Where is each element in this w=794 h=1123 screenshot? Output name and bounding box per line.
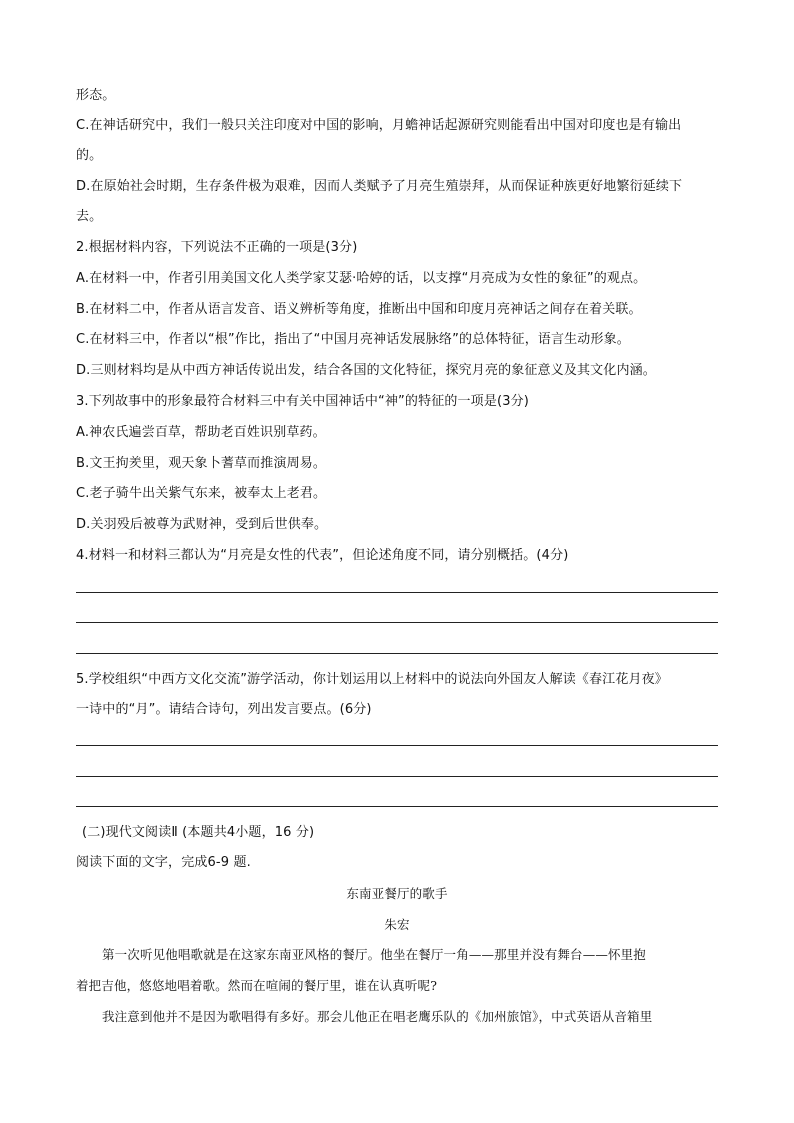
- option-d-text: D.在原始社会时期，生存条件极为艰难，因而人类赋予了月亮生殖崇拜，从而保证种族更好地繁衍延续下: [76, 179, 683, 194]
- question-4: 4.材料一和材料三都认为“月亮是女性的代表”，但论述角度不同，请分别概括。(4分): [76, 548, 569, 563]
- document-page: [76, 0, 718, 1123]
- question-2-option-b: B.在材料二中，作者从语言发音、语义辨析等角度，推断出中国和印度月亮神话之间存在着关联。: [76, 302, 642, 317]
- text-line: 的。: [76, 148, 103, 163]
- article-author: 朱宏: [384, 917, 410, 932]
- question-5: 5.学校组织“中西方文化交流”游学活动，你计划运用以上材料中的说法向外国友人解读《春江花月夜》: [76, 672, 668, 687]
- question-3-option-c: C.老子骑牛出关紫气东来，被奉太上老君。: [76, 486, 327, 501]
- article-paragraph: 第一次听见他唱歌就是在这家东南亚风格的餐厅。他坐在餐厅一角——那里并没有舞台——怀里抱: [102, 947, 646, 962]
- text-line: 形态。: [76, 88, 116, 103]
- answer-line[interactable]: [76, 776, 718, 777]
- question-3-option-a: A.神农氏遍尝百草，帮助老百姓识别草药。: [76, 425, 326, 440]
- article-paragraph: 我注意到他并不是因为歌唱得有多好。那会儿他正在唱老鹰乐队的《加州旅馆》，中式英语从音箱里: [102, 1009, 653, 1024]
- answer-line[interactable]: [76, 745, 718, 746]
- question-2-option-c: C.在材料三中，作者以“根”作比，指出了“中国月亮神话发展脉络”的总体特征，语言生动形象。: [76, 332, 630, 347]
- option-c-text: C.在神话研究中，我们一般只关注印度对中国的影响，月蟾神话起源研究则能看出中国对印度也是有输出: [76, 118, 682, 133]
- answer-line[interactable]: [76, 653, 718, 654]
- instructions: 阅读下面的文字，完成6-9 题.: [76, 855, 251, 870]
- article-title: 东南亚餐厅的歌手: [346, 886, 448, 901]
- question-2-option-a: A.在材料一中，作者引用美国文化人类学家艾瑟·哈婷的话，以支撑“月亮成为女性的象征”的观点。: [76, 271, 647, 286]
- answer-line[interactable]: [76, 806, 718, 807]
- question-3-option-b: B.文王拘羑里，观天象卜蓍草而推演周易。: [76, 456, 327, 471]
- question-5-continued: 一诗中的“月”。请结合诗句，列出发言要点。(6分): [76, 702, 372, 717]
- section-heading: (二)现代文阅读Ⅱ (本题共4小题，16 分): [82, 825, 315, 840]
- question-3-option-d: D.关羽殁后被尊为武财神，受到后世供奉。: [76, 517, 328, 532]
- question-2-option-d: D.三则材料均是从中西方神话传说出发，结合各国的文化特征，探究月亮的象征意义及其文化内涵。: [76, 363, 656, 378]
- question-3: 3.下列故事中的形象最符合材料三中有关中国神话中“神”的特征的一项是(3分): [76, 394, 529, 409]
- answer-line[interactable]: [76, 622, 718, 623]
- question-2: 2.根据材料内容，下列说法不正确的一项是(3分): [76, 240, 358, 255]
- answer-line[interactable]: [76, 592, 718, 593]
- article-paragraph: 着把吉他，悠悠地唱着歌。然而在喧闹的餐厅里，谁在认真听呢?: [76, 978, 438, 993]
- text-line: 去。: [76, 209, 103, 224]
